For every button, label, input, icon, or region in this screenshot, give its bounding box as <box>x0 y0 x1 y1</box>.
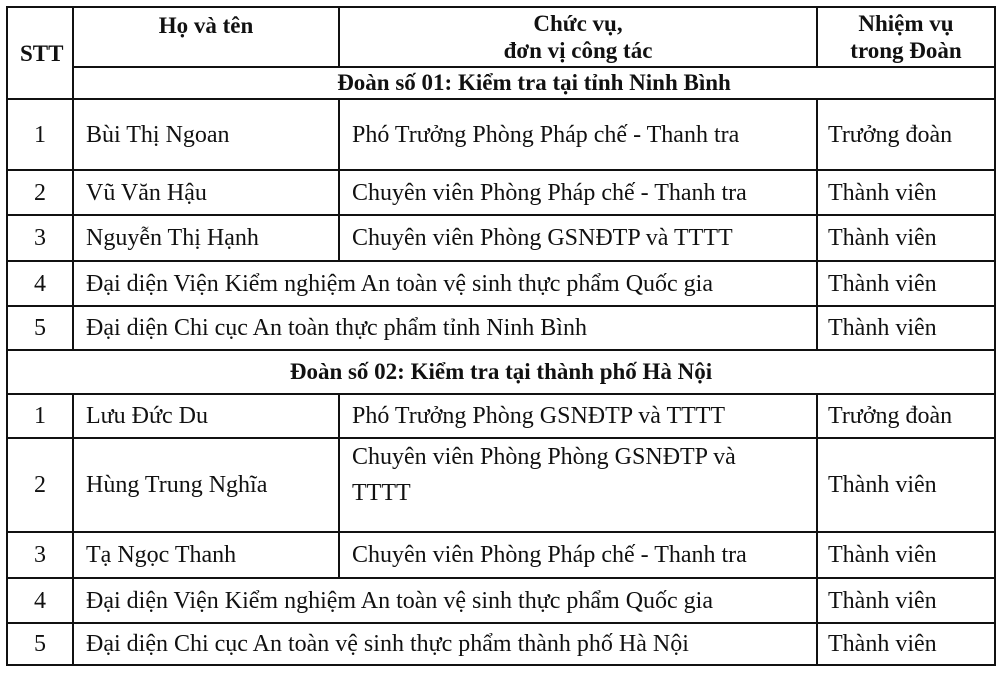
header-position-line2: đơn vị công tác <box>503 38 653 63</box>
header-stt: STT <box>7 7 73 99</box>
row-stt: 3 <box>7 532 73 578</box>
row-stt: 5 <box>7 623 73 665</box>
header-task-line1: Nhiệm vụ <box>858 11 954 36</box>
row-task: Thành viên <box>817 532 995 578</box>
row-task: Thành viên <box>817 623 995 665</box>
row-name: Nguyễn Thị Hạnh <box>73 215 339 261</box>
header-name: Họ và tên <box>73 7 339 67</box>
row-position-line2: TTTT <box>352 480 411 506</box>
delegation-table <box>6 6 996 666</box>
row-position-line1: Chuyên viên Phòng Phòng GSNĐTP và <box>352 444 736 470</box>
row-task: Thành viên <box>817 261 995 306</box>
table-row <box>7 578 995 623</box>
table-row <box>7 261 995 306</box>
row-name: Bùi Thị Ngoan <box>73 99 339 170</box>
header-task <box>817 7 995 67</box>
table-row <box>7 623 995 665</box>
row-merged-unit: Đại diện Chi cục An toàn thực phẩm tỉnh Ninh Bình <box>73 306 817 350</box>
table-row <box>7 170 995 215</box>
row-task: Thành viên <box>817 438 995 532</box>
table-row <box>7 532 995 578</box>
table-row <box>7 306 995 350</box>
row-task: Thành viên <box>817 306 995 350</box>
row-stt: 1 <box>7 394 73 438</box>
row-position: Phó Trưởng Phòng Pháp chế - Thanh tra <box>339 99 817 170</box>
row-stt: 4 <box>7 578 73 623</box>
row-position: Chuyên viên Phòng Pháp chế - Thanh tra <box>339 170 817 215</box>
row-position <box>339 438 817 532</box>
row-task: Trưởng đoàn <box>817 394 995 438</box>
group-title: Đoàn số 02: Kiểm tra tại thành phố Hà Nội <box>7 350 995 394</box>
row-name: Hùng Trung Nghĩa <box>73 438 339 532</box>
group-title-row <box>7 67 995 99</box>
row-task: Thành viên <box>817 170 995 215</box>
group-title: Đoàn số 01: Kiểm tra tại tỉnh Ninh Bình <box>73 67 995 99</box>
header-task-line2: trong Đoàn <box>850 38 962 63</box>
row-stt: 1 <box>7 99 73 170</box>
row-task: Trưởng đoàn <box>817 99 995 170</box>
row-position: Chuyên viên Phòng GSNĐTP và TTTT <box>339 215 817 261</box>
group-title-row <box>7 350 995 394</box>
table-row <box>7 438 995 532</box>
table-row <box>7 215 995 261</box>
row-task: Thành viên <box>817 578 995 623</box>
row-task: Thành viên <box>817 215 995 261</box>
row-stt: 3 <box>7 215 73 261</box>
row-name: Lưu Đức Du <box>73 394 339 438</box>
row-stt: 2 <box>7 438 73 532</box>
row-merged-unit: Đại diện Viện Kiểm nghiệm An toàn vệ sinh thực phẩm Quốc gia <box>73 261 817 306</box>
row-name: Tạ Ngọc Thanh <box>73 532 339 578</box>
row-merged-unit: Đại diện Chi cục An toàn vệ sinh thực phẩm thành phố Hà Nội <box>73 623 817 665</box>
header-position <box>339 7 817 67</box>
row-merged-unit: Đại diện Viện Kiểm nghiệm An toàn vệ sinh thực phẩm Quốc gia <box>73 578 817 623</box>
row-stt: 5 <box>7 306 73 350</box>
row-name: Vũ Văn Hậu <box>73 170 339 215</box>
row-position: Chuyên viên Phòng Pháp chế - Thanh tra <box>339 532 817 578</box>
row-position: Phó Trưởng Phòng GSNĐTP và TTTT <box>339 394 817 438</box>
table-row <box>7 394 995 438</box>
row-stt: 2 <box>7 170 73 215</box>
header-position-line1: Chức vụ, <box>533 11 623 36</box>
table-row <box>7 99 995 170</box>
row-stt: 4 <box>7 261 73 306</box>
header-row <box>7 7 995 67</box>
